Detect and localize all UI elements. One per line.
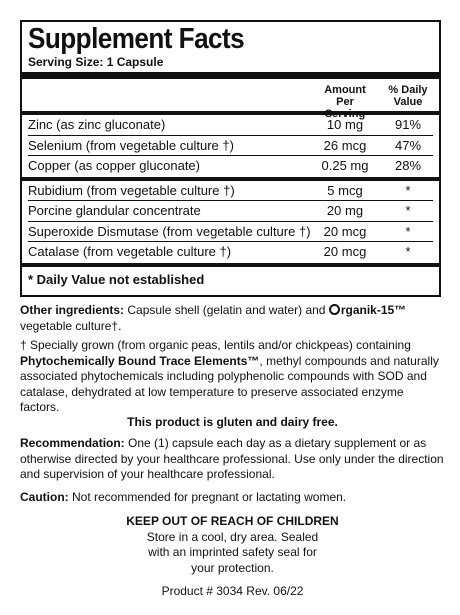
nutrient-amount: 5 mcg — [327, 182, 363, 198]
facts-title: Supplement Facts — [28, 23, 245, 55]
nutrient-name: Catalase (from vegetable culture †) — [28, 244, 232, 259]
thick-rule — [22, 72, 439, 79]
storage-line: Store in a cool, dry area. Sealed — [146, 529, 319, 544]
organik-logo-icon — [329, 304, 340, 315]
dagger-note-brand: Phytochemically Bound Trace Elements™ — [20, 353, 260, 368]
nutrient-row — [28, 181, 433, 202]
daily-value-footnote: * Daily Value not established — [28, 271, 205, 287]
nutrient-amount: 20 mg — [326, 203, 364, 218]
nutrient-name: Porcine glandular concentrate — [28, 203, 201, 218]
nutrient-amount: 0.25 mg — [321, 158, 369, 173]
product-code: Product # 3034 Rev. 06/22 — [161, 584, 304, 598]
caution-label: Caution: — [20, 490, 69, 504]
amount-per-serving-header: Amount Per Serving — [324, 84, 366, 120]
nutrient-amount: 20 mcg — [323, 244, 367, 259]
dagger-note-text2: , methyl compounds and naturally associated phytochemicals including polyphenolic compounds with SOD and catalase, dehydrated at low temperature to preserve associated enzyme factors. — [20, 353, 439, 414]
nutrient-row — [28, 222, 433, 243]
nutrient-dv: 28% — [394, 158, 422, 173]
supplement-facts-panel — [20, 20, 441, 297]
storage-line: with an imprinted safety seal for — [148, 545, 317, 559]
nutrient-dv: 47% — [394, 137, 422, 153]
keep-out-heading: KEEP OUT OF REACH OF CHILDREN — [126, 514, 339, 528]
nutrient-name: Copper (as copper gluconate) — [28, 158, 200, 173]
organik-brand: rganik-15™ — [340, 303, 407, 317]
storage-line: your protection. — [191, 560, 274, 575]
nutrient-row — [28, 115, 433, 136]
nutrient-name: Selenium (from vegetable culture †) — [28, 137, 234, 153]
dagger-note — [20, 338, 445, 416]
nutrient-amount: 26 mcg — [323, 137, 367, 153]
nutrient-amount: 20 mcg — [323, 223, 367, 239]
daily-value-header: % Daily Value — [388, 84, 428, 108]
caution — [20, 490, 445, 506]
recommendation-label: Recommendation: — [20, 436, 125, 450]
other-ingredients-text-after: vegetable culture†. — [20, 318, 122, 333]
other-ingredients-text: Capsule shell (gelatin and water) and — [124, 303, 329, 317]
nutrient-dv: * — [405, 182, 411, 198]
recommendation — [20, 436, 445, 483]
nutrient-dv: * — [405, 203, 411, 218]
nutrient-row — [28, 136, 433, 157]
caution-text: Not recommended for pregnant or lactating women. — [68, 490, 347, 504]
nutrient-name: Zinc (as zinc gluconate) — [28, 117, 166, 132]
column-headers — [28, 79, 433, 120]
nutrient-dv: 91% — [394, 117, 422, 132]
medium-rule — [22, 263, 439, 267]
gluten-free-statement: This product is gluten and dairy free. — [127, 415, 338, 429]
nutrient-row — [28, 201, 433, 222]
nutrient-name: Superoxide Dismutase (from vegetable culture †) — [28, 223, 311, 239]
dagger-note-text1: † Specially grown (from organic peas, lentils and/or chickpeas) containing — [20, 338, 411, 352]
nutrient-name: Rubidium (from vegetable culture †) — [28, 182, 235, 198]
serving-size: Serving Size: 1 Capsule — [28, 55, 164, 69]
nutrient-amount: 10 mg — [326, 117, 364, 132]
nutrient-row — [28, 242, 433, 263]
other-ingredients — [20, 303, 445, 334]
nutrient-dv: * — [405, 223, 411, 239]
storage-block — [20, 514, 445, 576]
other-ingredients-label: Other ingredients: — [20, 303, 125, 317]
recommendation-text: One (1) capsule each day as a dietary supplement or as otherwise directed by your healthcare professional. Use only under the direction and supervision of your healthcare professional. — [20, 436, 444, 481]
nutrient-row — [28, 156, 433, 177]
nutrient-dv: * — [405, 244, 411, 259]
